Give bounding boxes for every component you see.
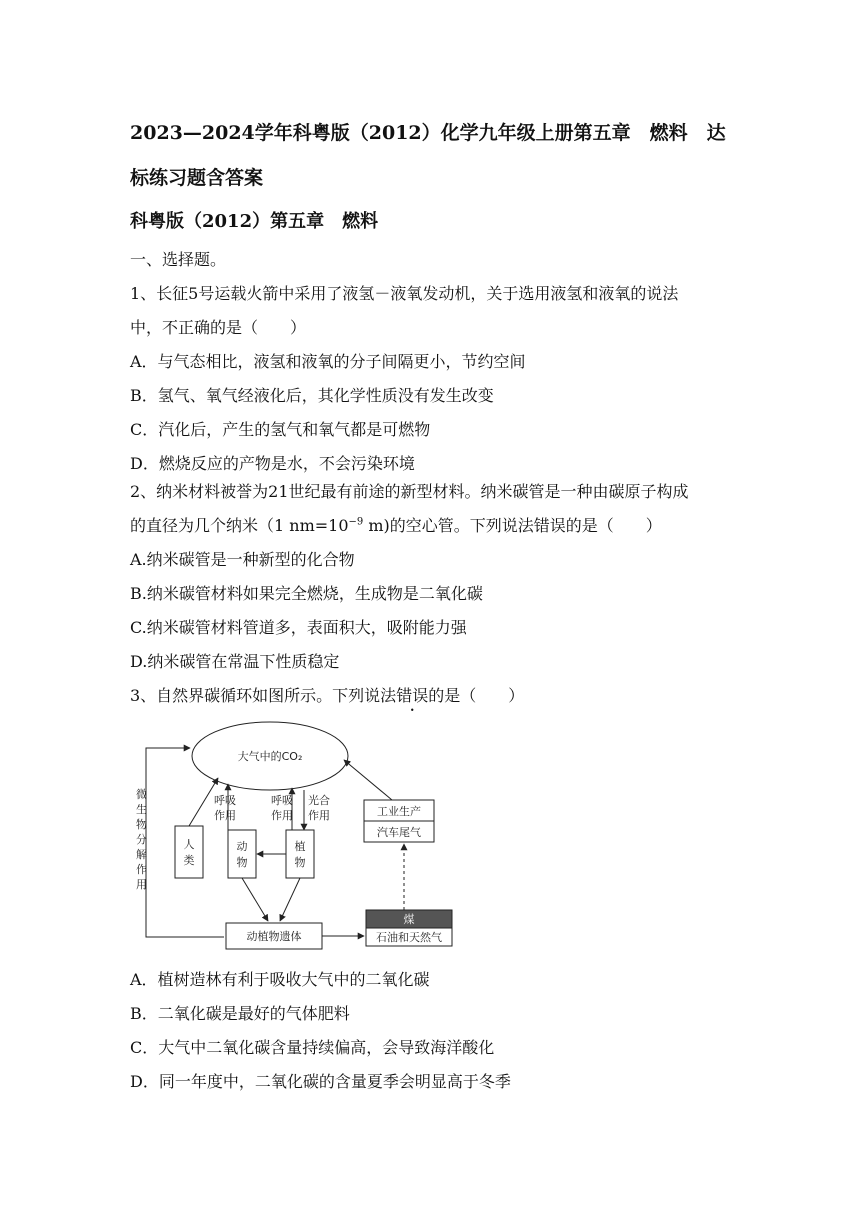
q2-option-c: C.纳米碳管材料管道多，表面积大，吸附能力强 [130, 618, 467, 637]
q1-option-d: D．燃烧反应的产物是水，不会污染环境 [130, 454, 415, 473]
animal-to-remains-arrow [242, 878, 268, 921]
q3-stem-emphasis: 错误 [396, 686, 429, 705]
svg-text:呼吸: 呼吸 [214, 794, 236, 807]
q3-option-a: A．植树造林有利于吸收大气中的二氧化碳 [130, 970, 430, 989]
human-label-2: 类 [183, 854, 195, 867]
document-title-line-1: 2023—2024学年科粤版（2012）化学九年级上册第五章 燃料 达 [130, 122, 726, 144]
document-subtitle: 科粤版（2012）第五章 燃料 [130, 211, 379, 232]
q2-stem-line-2 [130, 513, 662, 536]
human-label-1: 人 [183, 838, 195, 851]
respiration-label-2 [271, 794, 293, 822]
human-box [175, 826, 203, 878]
industry-to-atmosphere-arrow [344, 760, 392, 800]
animal-label-2: 物 [236, 856, 248, 869]
microbe-label [136, 787, 147, 891]
remains-label: 动植物遗体 [246, 930, 302, 943]
document-title-line-2: 标练习题含答案 [130, 167, 264, 189]
industry-label: 工业生产 [377, 805, 421, 818]
q3-stem-text-a: 3、自然界碳循环如图所示。下列说法 [130, 686, 397, 705]
animal-box [228, 830, 256, 878]
exhaust-label: 汽车尾气 [377, 826, 421, 839]
q1-option-b: B．氢气、氧气经液化后，其化学性质没有发生改变 [130, 386, 494, 405]
carbon-cycle-diagram [130, 718, 460, 950]
photosynthesis-label [308, 793, 330, 822]
svg-text:微: 微 [136, 788, 147, 801]
plant-box [286, 830, 314, 878]
atmosphere-label: 大气中的CO₂ [237, 750, 303, 763]
q2-stem-text-b: m)的空心管。下列说法错误的是（ ） [363, 516, 662, 535]
q2-option-b: B.纳米碳管材料如果完全燃烧，生成物是二氧化碳 [130, 584, 483, 603]
svg-text:生: 生 [136, 803, 147, 816]
plant-label-1: 植 [294, 840, 306, 853]
q3-option-c: C．大气中二氧化碳含量持续偏高，会导致海洋酸化 [130, 1038, 495, 1057]
svg-text:作用: 作用 [308, 809, 330, 822]
svg-text:作用: 作用 [271, 809, 293, 822]
coal-label: 煤 [403, 913, 415, 926]
plant-to-remains-arrow [280, 878, 300, 921]
svg-text:解: 解 [136, 848, 147, 861]
q3-option-d: D．同一年度中，二氧化碳的含量夏季会明显高于冬季 [130, 1072, 511, 1091]
svg-text:分: 分 [136, 833, 147, 846]
svg-text:物: 物 [136, 818, 147, 831]
q3-option-b: B．二氧化碳是最好的气体肥料 [130, 1004, 350, 1023]
oil-gas-label: 石油和天然气 [376, 931, 442, 944]
respiration-label-1 [214, 794, 236, 822]
q2-stem-line-1: 2、纳米材料被誉为21世纪最有前途的新型材料。纳米碳管是一种由碳原子构成 [130, 482, 689, 501]
plant-label-2: 物 [294, 856, 306, 869]
q2-exponent: −9 [348, 516, 364, 528]
q1-stem-line-1: 1、长征5号运载火箭中采用了液氢－液氧发动机，关于选用液氢和液氧的说法 [130, 284, 679, 303]
animal-label-1: 动 [236, 840, 248, 853]
section-heading: 一、选择题。 [130, 250, 227, 269]
svg-text:作用: 作用 [214, 809, 236, 822]
q1-stem-line-2: 中，不正确的是（ ） [130, 318, 307, 337]
q3-stem-text-b: 的是（ ） [428, 686, 525, 705]
q3-stem [130, 683, 524, 706]
q1-option-c: C．汽化后，产生的氢气和氧气都是可燃物 [130, 420, 431, 439]
svg-text:光合: 光合 [308, 794, 330, 807]
svg-text:作: 作 [136, 863, 147, 876]
q2-option-a: A.纳米碳管是一种新型的化合物 [130, 550, 355, 569]
q1-option-a: A．与气态相比，液氢和液氧的分子间隔更小，节约空间 [130, 352, 526, 371]
svg-text:呼吸: 呼吸 [271, 794, 293, 807]
q2-stem-text-a: 的直径为几个纳米（1 nm=10 [130, 516, 349, 535]
q2-option-d: D.纳米碳管在常温下性质稳定 [130, 652, 340, 671]
svg-text:用: 用 [136, 878, 147, 891]
